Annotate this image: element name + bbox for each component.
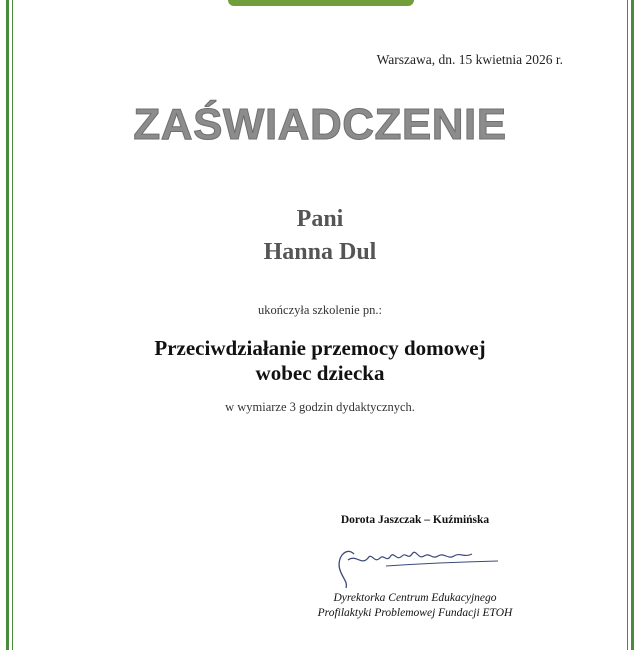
completion-text: ukończyła szkolenie pn.:	[258, 303, 382, 317]
certificate-title: ZAŚWIADCZENIE	[133, 100, 507, 149]
organization-logo	[228, 0, 414, 6]
recipient-name: Hanna Dul	[263, 239, 377, 265]
border-left-outer	[6, 0, 9, 650]
border-left-inner	[12, 0, 13, 650]
course-title-line-2: wobec dziecka	[255, 361, 385, 385]
border-right-inner	[627, 0, 628, 650]
signer-name: Dorota Jaszczak – Kuźmińska	[340, 514, 490, 526]
issue-date: Warszawa, dn. 15 kwietnia 2026 r.	[376, 52, 563, 67]
course-scope: w wymiarze 3 godzin dydaktycznych.	[225, 400, 415, 414]
border-right-outer	[631, 0, 634, 650]
handwritten-signature	[326, 532, 506, 592]
signer-role-line-2: Profilaktyki Problemowej Fundacji ETOH	[317, 607, 513, 619]
salutation: Pani	[296, 206, 344, 232]
course-title-line-1: Przeciwdziałanie przemocy domowej	[154, 336, 486, 360]
signer-role-line-1: Dyrektorka Centrum Edukacyjnego	[333, 592, 497, 604]
